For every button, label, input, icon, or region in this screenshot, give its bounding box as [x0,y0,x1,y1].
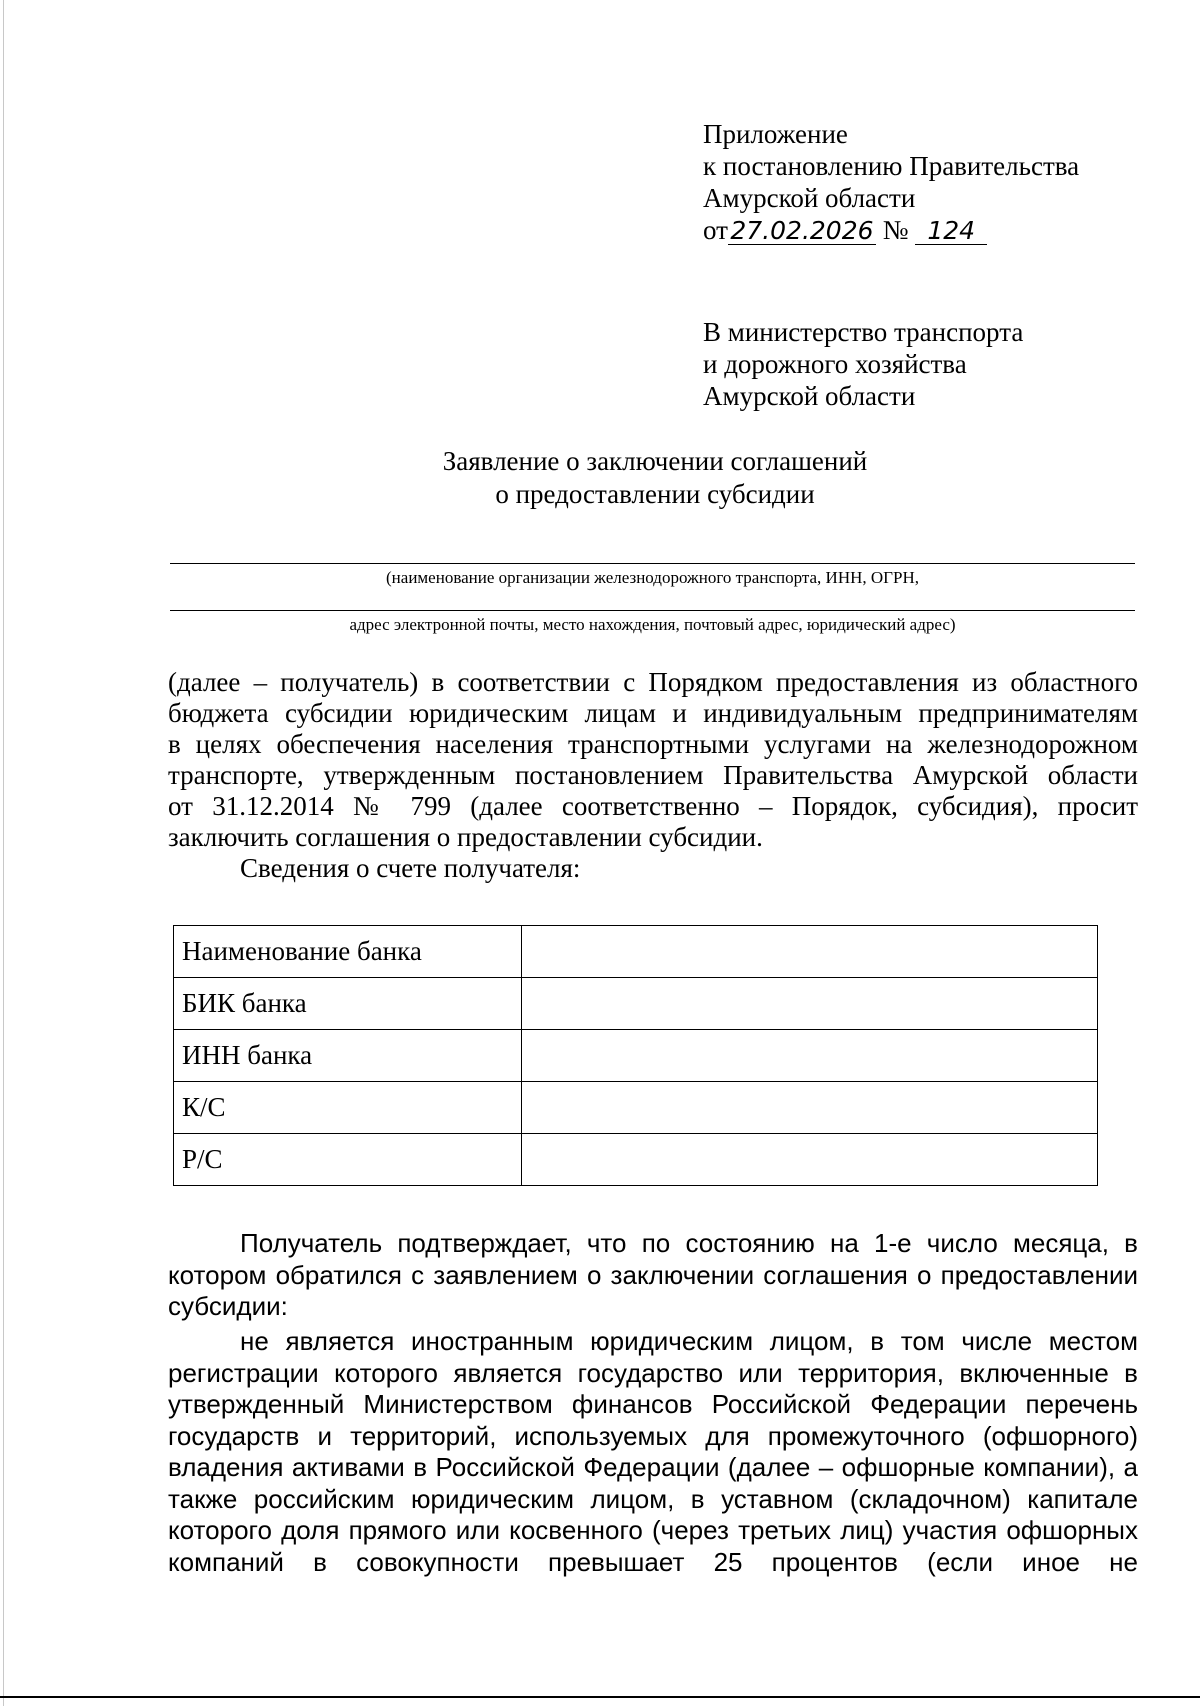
organization-fill-line-2 [170,610,1135,611]
scan-edge-line [3,0,4,1706]
addressee-line-1: В министерство транспорта [703,317,1024,347]
bank-field-value[interactable] [521,926,1097,978]
bank-field-value[interactable] [521,1030,1097,1082]
appendix-decree-ref: к постановлению Правительства [703,151,1080,181]
confirm-paragraph [168,1228,1138,1323]
intro-paragraph [168,667,1138,884]
intro-line-4: транспорте, утвержденным постановлением Правительства Амурской области [168,760,1138,790]
scan-bottom-edge [0,1696,1200,1698]
appendix-header [703,118,1123,246]
bank-table-row [174,1030,1098,1082]
addressee-block [703,316,1123,412]
offshore-line-4: государств и территорий, используемых для промежуточного (офшорного) [168,1420,1138,1451]
bank-table-row [174,978,1098,1030]
title-line-2: о предоставлении субсидии [495,479,815,509]
intro-line-1: (далее – получатель) в соответствии с Порядком предоставления из областного [168,667,1138,697]
date-prefix: от [703,215,728,245]
intro-line-2: бюджета субсидии юридическим лицам и индивидуальным предпринимателям [168,698,1138,728]
bank-details-table [173,925,1098,1186]
appendix-title: Приложение [703,119,848,149]
appendix-date-number [703,214,1123,246]
offshore-line-7: которого доля прямого или косвенного (через третьих лиц) участия офшорных [168,1515,1138,1545]
bank-field-label: Наименование банка [174,926,522,978]
bank-table-row [174,926,1098,978]
offshore-line-2: регистрации которого является государство или территория, включенные в [168,1357,1138,1388]
intro-line-3: в целях обеспечения населения транспортными услугами на железнодорожном [168,729,1138,759]
offshore-line-1: не является иностранным юридическим лицом, в том числе местом [240,1326,1138,1356]
bank-table-row [174,1082,1098,1134]
bank-field-value[interactable] [521,978,1097,1030]
offshore-line-5: владения активами в Российской Федерации (далее – офшорные компании), а [168,1452,1138,1482]
offshore-line-6: также российским юридическим лицом, в уставном (складочном) капитале [168,1483,1138,1514]
bank-field-label: ИНН банка [174,1030,522,1082]
bank-field-label: Р/С [174,1134,522,1186]
handwritten-number: 124 [915,218,987,245]
bank-field-value[interactable] [521,1082,1097,1134]
bank-table-row [174,1134,1098,1186]
organization-caption-1: (наименование организации железнодорожного транспорта, ИНН, ОГРН, [386,568,919,587]
organization-caption-2: адрес электронной почты, место нахождения, почтовый адрес, юридический адрес) [349,615,956,634]
bank-field-label: БИК банка [174,978,522,1030]
confirm-line-1: Получатель подтверждает, что по состоянию на 1-е число месяца, в [240,1228,1138,1258]
title-line-1: Заявление о заключении соглашений [442,446,868,476]
intro-line-6: заключить соглашения о предоставлении субсидии. [168,822,763,852]
offshore-paragraph [168,1326,1138,1578]
bank-field-value[interactable] [521,1134,1097,1186]
handwritten-date: 27.02.2026 [728,218,876,245]
offshore-line-3: утвержденный Министерством финансов Российской Федерации перечень [168,1389,1138,1419]
addressee-line-2: и дорожного хозяйства [703,349,967,379]
organization-fill-line-1 [170,563,1135,564]
addressee-line-3: Амурской области [703,381,916,411]
bank-field-label: К/С [174,1082,522,1134]
offshore-line-8: компаний в совокупности превышает 25 процентов (если иное не [168,1546,1138,1577]
account-intro: Сведения о счете получателя: [240,853,581,883]
confirm-line-2: котором обратился с заявлением о заключении соглашения о предоставлении [168,1259,1138,1290]
confirm-line-3: субсидии: [168,1291,288,1321]
document-title [330,445,980,511]
appendix-region: Амурской области [703,183,916,213]
intro-line-5: от 31.12.2014 № 799 (далее соответственно – Порядок, субсидия), просит [168,791,1138,821]
number-prefix: № [882,215,909,245]
